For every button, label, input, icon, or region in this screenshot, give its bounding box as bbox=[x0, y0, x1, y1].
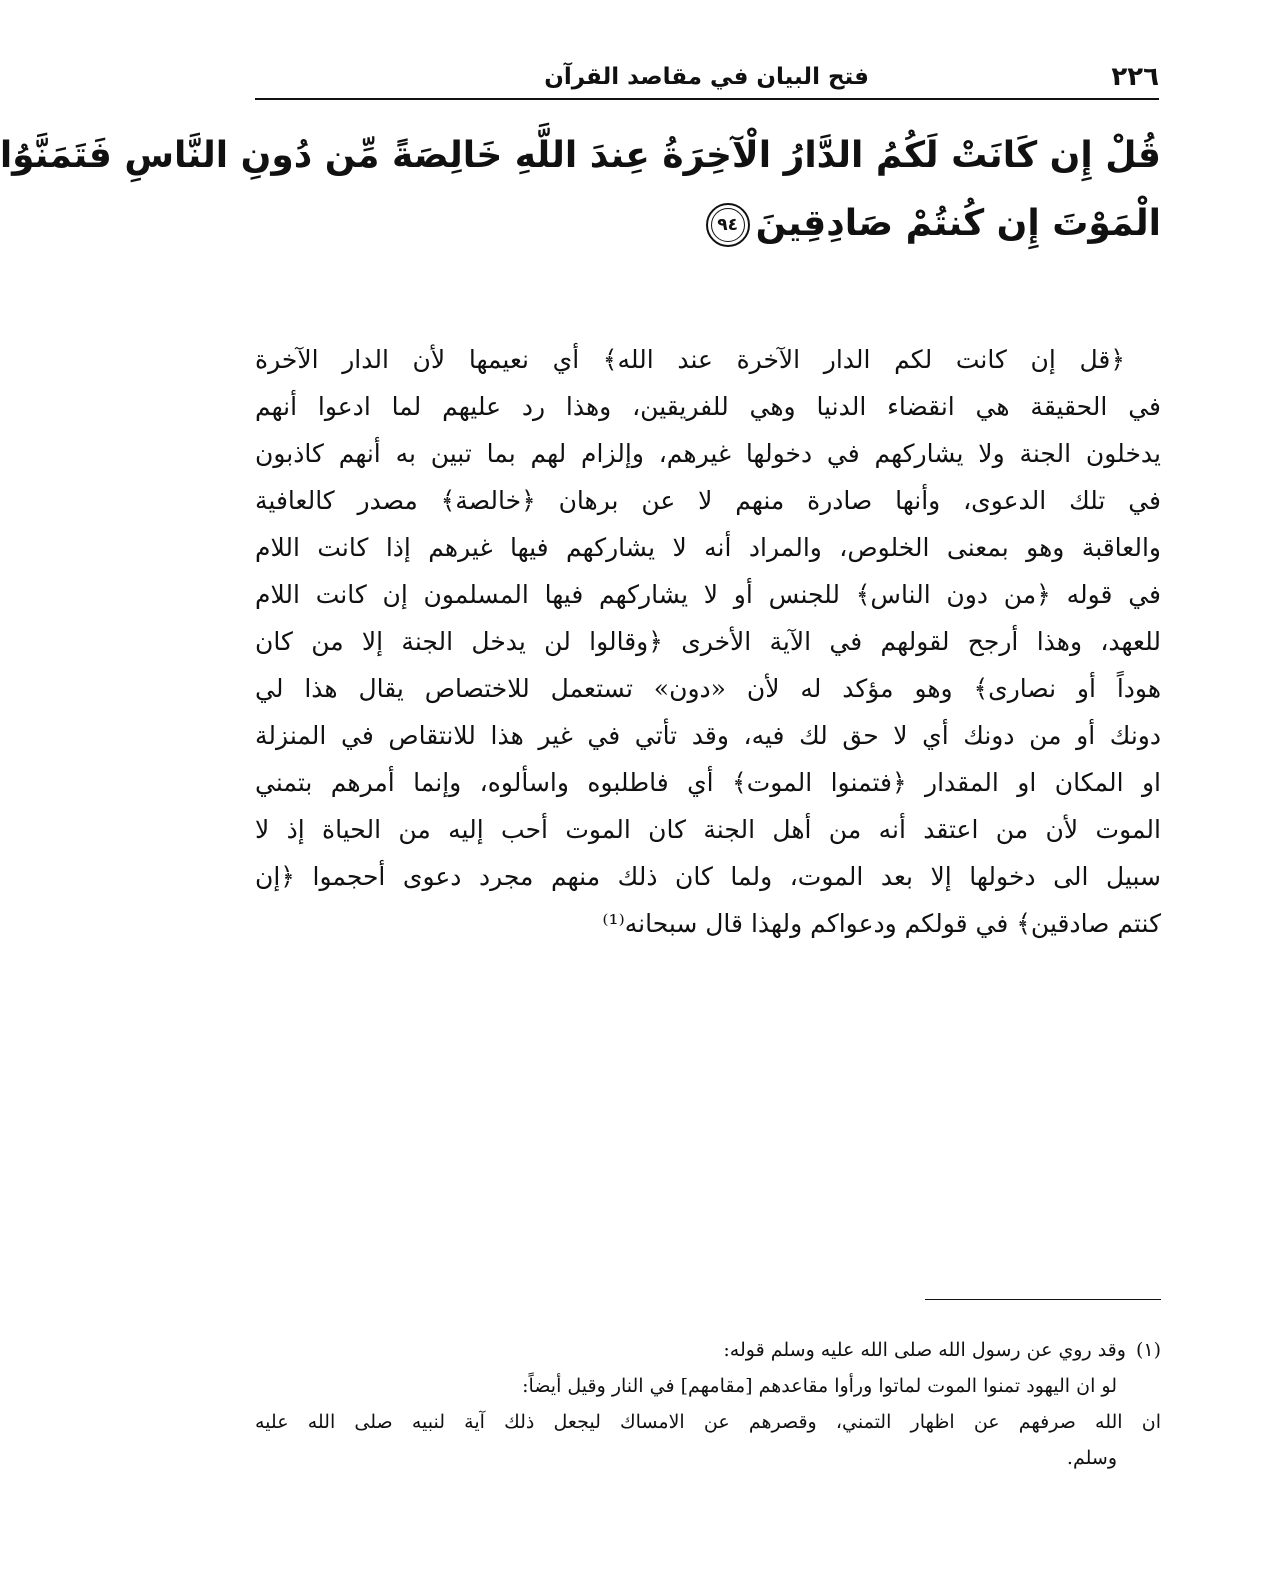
verse-line-text: الْمَوْتَ إِن كُنتُمْ صَادِقِينَ bbox=[755, 203, 1161, 244]
body-line: والعاقبة وهو بمعنى الخلوص، والمراد أنه لا يشاركهم فيها غيرهم إذا كانت اللام bbox=[255, 533, 1161, 562]
footnote-line: لو ان اليهود تمنوا الموت لماتوا ورأوا مقاعدهم [مقامهم] في النار وقيل أيضاً: bbox=[522, 1375, 1117, 1397]
body-line: دونك أو من دونك أي لا حق لك فيه، وقد تأتي في غير هذا للانتقاص في المنزلة bbox=[255, 721, 1161, 750]
footnote-line: ان الله صرفهم عن اظهار التمني، وقصرهم عن الامساك ليجعل ذلك آية لنبيه صلى الله عليه bbox=[255, 1411, 1161, 1433]
body-line: للعهد، وهذا أرجح لقولهم في الآية الأخرى ﴿وقالوا لن يدخل الجنة إلا من كان bbox=[255, 627, 1161, 656]
ayah-number-marker: ٩٤ bbox=[706, 203, 750, 247]
body-line: يدخلون الجنة ولا يشاركهم في دخولها غيرهم، وإلزام لهم بما تبين به أنهم كاذبون bbox=[255, 439, 1161, 468]
body-line: هوداً أو نصارى﴾ وهو مؤكد له لأن «دون» تستعمل للاختصاص يقال هذا لي bbox=[255, 674, 1161, 703]
running-title: فتح البيان في مقاصد القرآن bbox=[544, 64, 869, 90]
footnotes bbox=[255, 1332, 1161, 1476]
commentary-text bbox=[255, 336, 1161, 947]
page-number: ٢٢٦ bbox=[1111, 62, 1159, 92]
body-line: في الحقيقة هي انقضاء الدنيا وهي للفريقين، وهذا رد عليهم لما ادعوا أنهم bbox=[255, 392, 1161, 421]
footnote-marker: (١) bbox=[1135, 1339, 1161, 1361]
body-line: في تلك الدعوى، وأنها صادرة منهم لا عن برهان ﴿خالصة﴾ مصدر كالعافية bbox=[255, 486, 1161, 515]
footnote-first-line bbox=[255, 1332, 1161, 1368]
body-line: او المكان او المقدار ﴿فتمنوا الموت﴾ أي فاطلبوه واسألوه، وإنما أمرهم بتمني bbox=[255, 768, 1161, 797]
page-header bbox=[255, 58, 1159, 100]
verse-line: قُلْ إِن كَانَتْ لَكُمُ الدَّارُ الْآخِرَةُ عِندَ اللَّهِ خَالِصَةً مِّن دُونِ النَّاسِ فَتَمَنَّوُا bbox=[0, 135, 1161, 176]
body-line: سبيل الى دخولها إلا بعد الموت، ولما كان ذلك منهم مجرد دعوى أحجموا ﴿إن bbox=[255, 862, 1161, 891]
body-line: الموت لأن من اعتقد أنه من أهل الجنة كان الموت أحب إليه من الحياة إذ لا bbox=[255, 815, 1161, 844]
footnote-separator bbox=[925, 1299, 1161, 1300]
footnote-line: وسلم. bbox=[1066, 1447, 1117, 1469]
body-line: ﴿قل إن كانت لكم الدار الآخرة عند الله﴾ أي نعيمها لأن الدار الآخرة bbox=[255, 345, 1125, 374]
verse-line bbox=[253, 190, 1161, 258]
body-line: كنتم صادقين﴾ في قولكم ودعواكم ولهذا قال سبحانه⁽¹⁾ bbox=[602, 909, 1161, 938]
footnote-text: وقد روي عن رسول الله صلى الله عليه وسلم قوله: bbox=[723, 1339, 1126, 1361]
body-line: في قوله ﴿من دون الناس﴾ للجنس أو لا يشاركهم فيها المسلمون إن كانت اللام bbox=[255, 580, 1161, 609]
quran-verse bbox=[0, 122, 1161, 258]
